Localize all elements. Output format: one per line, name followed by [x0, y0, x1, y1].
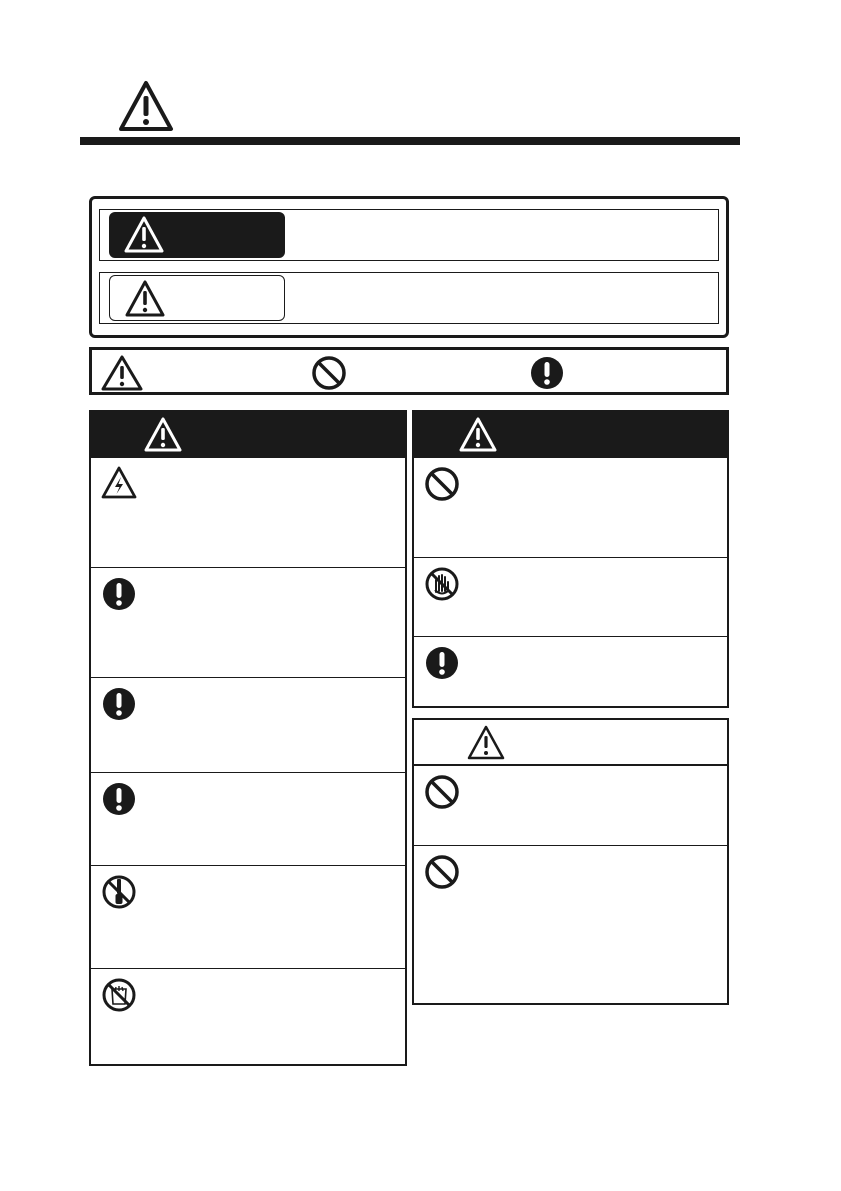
warning-panel-header	[414, 412, 727, 458]
mandatory-action-icon	[101, 576, 137, 612]
legend-row-warning	[99, 209, 719, 261]
electric-shock-icon	[101, 466, 137, 500]
no-water-icon	[101, 977, 137, 1013]
header-warning-triangle-icon	[118, 80, 174, 132]
prohibition-icon	[311, 355, 347, 391]
list-item	[414, 766, 727, 846]
mandatory-action-icon	[424, 645, 460, 681]
warning-panel-right	[412, 410, 729, 708]
list-item	[91, 458, 405, 568]
caution-panel	[412, 718, 729, 1005]
legend-row-caution	[99, 272, 719, 324]
list-item	[91, 969, 405, 1063]
prohibition-icon	[424, 854, 460, 890]
warning-triangle-icon	[143, 417, 183, 453]
list-item	[414, 458, 727, 558]
list-item	[91, 678, 405, 773]
list-item	[414, 846, 727, 1001]
prohibition-icon	[424, 466, 460, 502]
warning-panel-header	[91, 412, 405, 458]
caution-triangle-icon	[466, 725, 506, 761]
mandatory-action-icon	[529, 355, 565, 391]
mandatory-action-icon	[101, 781, 137, 817]
prohibition-icon	[424, 774, 460, 810]
warning-triangle-icon	[123, 215, 165, 255]
mandatory-action-icon	[101, 686, 137, 722]
caution-triangle-icon	[124, 279, 166, 319]
no-wet-hands-icon	[424, 566, 460, 602]
caution-panel-header	[414, 720, 727, 766]
list-item	[91, 866, 405, 969]
warning-triangle-icon	[458, 417, 498, 453]
list-item	[91, 568, 405, 678]
warning-panel-left	[89, 410, 407, 1066]
header-rule	[80, 137, 740, 145]
caution-signal-tab	[109, 275, 285, 321]
warning-signal-tab	[109, 212, 285, 258]
symbol-legend-strip	[89, 347, 729, 395]
list-item	[414, 637, 727, 705]
no-disassembly-icon	[101, 874, 137, 910]
list-item	[414, 558, 727, 637]
list-item	[91, 773, 405, 866]
signal-word-legend	[89, 196, 729, 338]
warning-triangle-icon	[100, 355, 144, 391]
